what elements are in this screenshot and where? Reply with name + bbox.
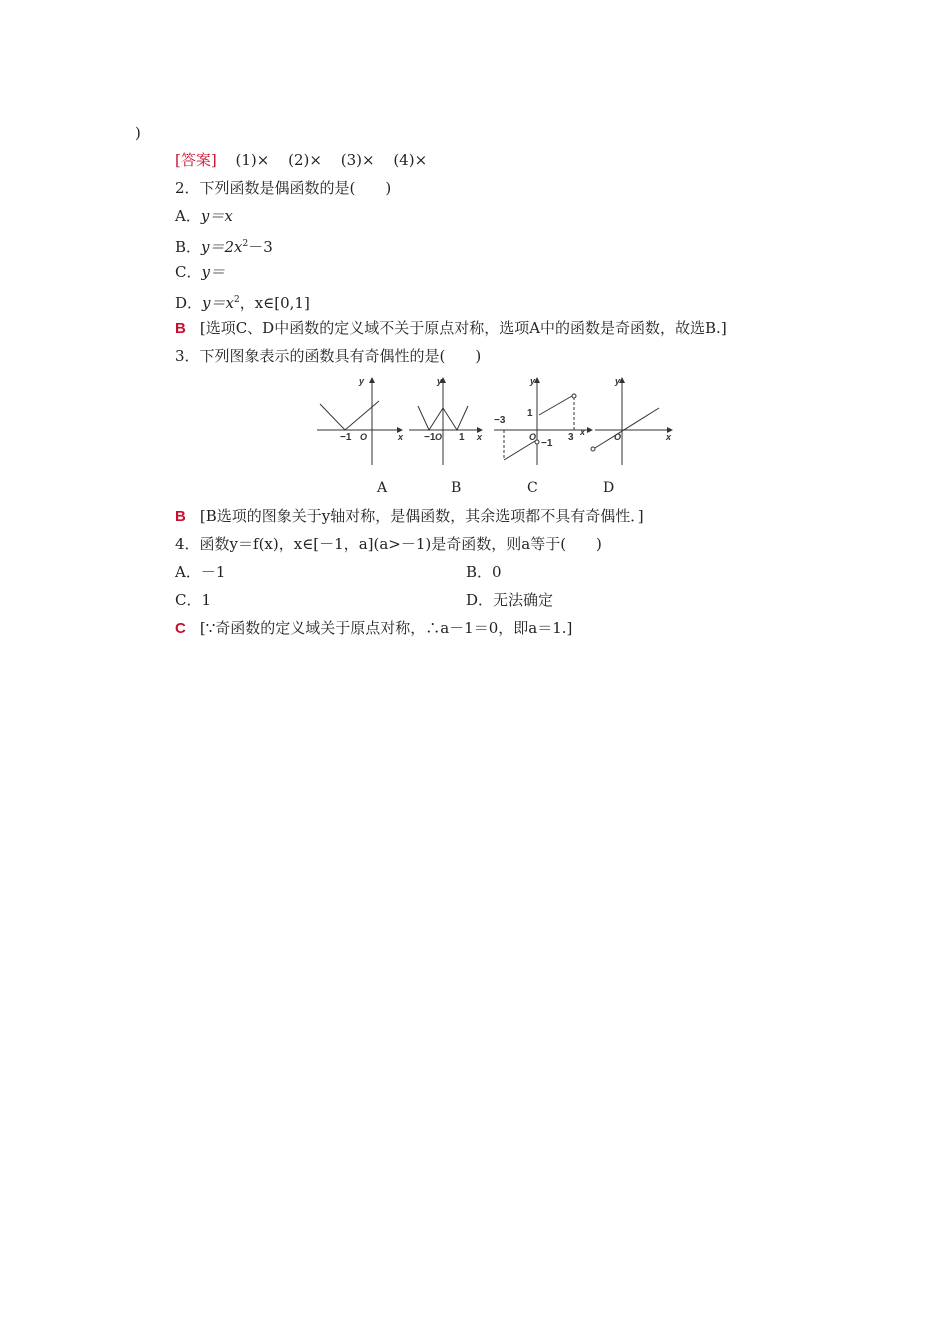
answer-tag: [答案] (175, 151, 217, 169)
svg-text:−1: −1 (541, 438, 553, 449)
q4-option-b: B．0 (466, 563, 502, 581)
q4-option-a: A．－1 (175, 563, 226, 581)
mark-3: (3)× (340, 151, 375, 169)
continued-paren: ) (135, 124, 141, 142)
svg-text:−3: −3 (494, 415, 506, 426)
svg-text:3: 3 (568, 432, 574, 443)
q3-answer (175, 506, 644, 527)
mark-4: (4)× (393, 151, 428, 169)
q2-option-d: D．$y=x^2$，x∈[0,1] (175, 294, 310, 312)
q3-graphs (312, 368, 682, 468)
svg-text:x: x (666, 432, 672, 442)
svg-text:y: y (615, 376, 621, 386)
explanation: [∵奇函数的定义域关于原点对称，∴a－1＝0，即a＝1.] (199, 619, 573, 637)
graph-label-a: A (377, 480, 388, 496)
q1-answer-line (175, 150, 427, 170)
q4-options-row1 (175, 562, 675, 582)
q4-answer (175, 618, 572, 639)
svg-text:1: 1 (527, 408, 533, 419)
svg-text:y: y (437, 376, 443, 386)
graph-a (317, 378, 402, 465)
graph-label-b: B (451, 480, 462, 496)
svg-text:O: O (360, 432, 368, 442)
explanation: [B选项的图象关于y轴对称，是偶函数，其余选项都不具有奇偶性．] (199, 507, 644, 525)
explanation: [选项C、D中函数的定义域不关于原点对称，选项A中的函数是奇函数，故选B.] (199, 319, 727, 337)
svg-text:1: 1 (459, 432, 465, 443)
graph-b (409, 378, 482, 465)
q2-option-c: C．y＝ (175, 263, 225, 281)
graph-c (494, 378, 592, 465)
answer-letter: B (175, 320, 186, 337)
svg-text:x: x (477, 432, 483, 442)
mark-2: (2)× (288, 151, 322, 169)
answer-letter: C (175, 620, 186, 637)
svg-text:y: y (359, 376, 365, 386)
answer-letter: B (175, 508, 186, 525)
graph-label-c: C (527, 480, 538, 496)
mark-1: (1)× (235, 151, 270, 169)
svg-text:−1: −1 (424, 432, 436, 443)
svg-text:x: x (580, 427, 586, 437)
q4-options-row2 (175, 590, 675, 610)
q2-option-a: A．y＝x (175, 207, 233, 225)
q4-stem: 4．函数y＝f(x)，x∈[－1，a](a>－1)是奇函数，则a等于( ) (175, 535, 602, 553)
svg-text:O: O (529, 432, 537, 442)
svg-text:O: O (435, 432, 443, 442)
svg-text:O: O (614, 432, 622, 442)
graph-d (591, 378, 672, 465)
q4-option-d: D．无法确定 (466, 591, 554, 609)
q4-option-c: C．1 (175, 591, 212, 609)
q2-answer (175, 318, 727, 339)
q3-stem: 3．下列图象表示的函数具有奇偶性的是( ) (175, 347, 482, 365)
svg-text:−1: −1 (340, 432, 352, 443)
q2-option-b: B．$y=2x^2-3$ (175, 238, 273, 256)
svg-text:y: y (530, 376, 536, 386)
svg-text:x: x (398, 432, 404, 442)
q2-stem: 2．下列函数是偶函数的是( ) (175, 179, 392, 197)
graph-label-d: D (603, 480, 615, 496)
